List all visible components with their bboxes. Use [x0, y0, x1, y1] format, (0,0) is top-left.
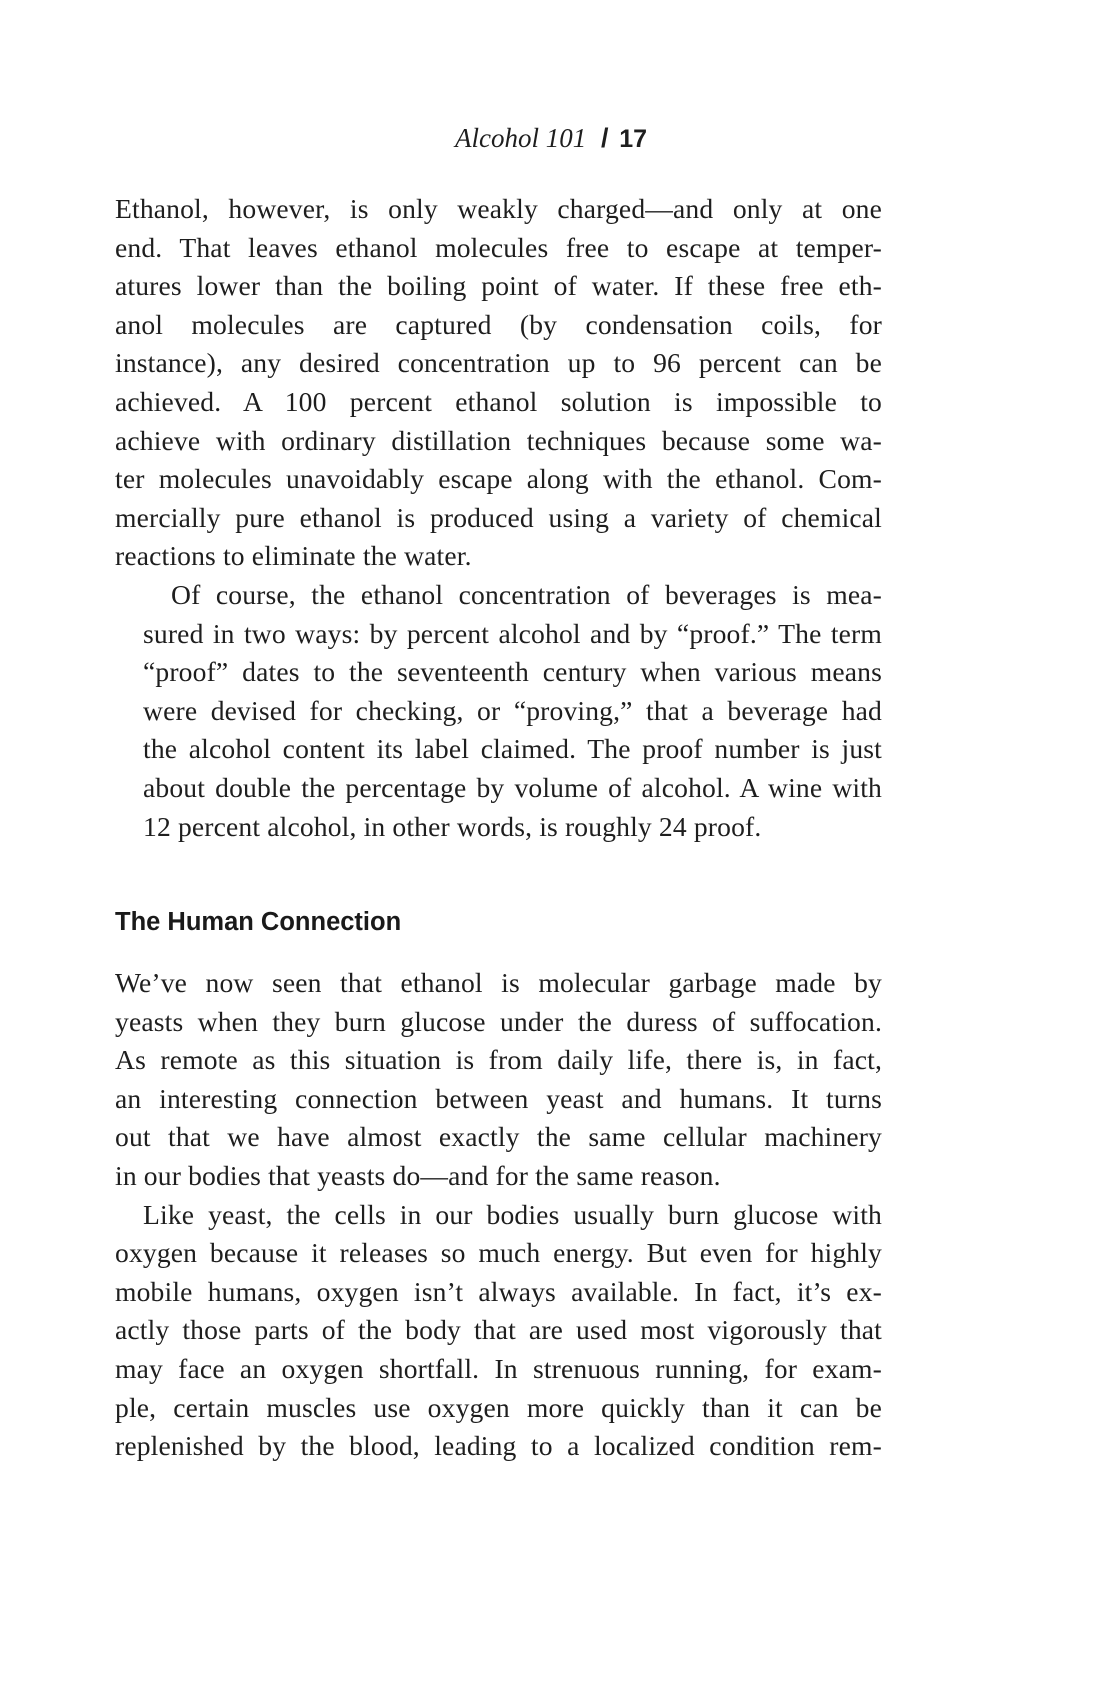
text-line: ter molecules unavoidably escape along with the ethanol. Com- [115, 463, 882, 495]
paragraph-ethanol-distillation [115, 190, 882, 576]
text-line: about double the percentage by volume of alcohol. A wine with [143, 771, 882, 803]
running-head [0, 122, 1102, 155]
text-line: instance), any desired concentration up to 96 percent can be [115, 347, 882, 379]
text-line: the alcohol content its label claimed. The proof number is just [143, 733, 882, 765]
text-line: in our bodies that yeasts do—and for the same reason. [115, 1159, 721, 1191]
text-line: actly those parts of the body that are used most vigorously that [115, 1314, 882, 1346]
text-line: an interesting connection between yeast and humans. It turns [115, 1082, 882, 1114]
page-number: 17 [619, 125, 648, 153]
text-line: Ethanol, however, is only weakly charged—and only at one [115, 193, 882, 224]
running-head-title: Alcohol 101 [454, 123, 587, 153]
text-line: As remote as this situation is from daily life, there is, in fact, [115, 1044, 882, 1076]
text-line: Like yeast, the cells in our bodies usually burn glucose with [143, 1198, 882, 1230]
body-text-section-1 [115, 190, 882, 846]
text-line: anol molecules are captured (by condensation coils, for [115, 308, 882, 340]
paragraph-human-connection [115, 964, 882, 1196]
text-line: replenished by the blood, leading to a localized condition rem- [115, 1430, 882, 1462]
text-line: achieved. A 100 percent ethanol solution is impossible to [115, 385, 882, 417]
text-line: yeasts when they burn glucose under the duress of suffocation. [115, 1005, 882, 1037]
body-text-section-2 [115, 964, 882, 1466]
running-head-separator: / [600, 123, 609, 153]
text-line: oxygen because it releases so much energy. But even for highly [115, 1237, 882, 1269]
text-line: sured in two ways: by percent alcohol and by “proof.” The term [143, 617, 882, 649]
text-line: “proof” dates to the seventeenth century when various means [143, 656, 882, 688]
text-line: may face an oxygen shortfall. In strenuous running, for exam- [115, 1352, 882, 1384]
section-heading: The Human Connection [115, 908, 402, 936]
text-line: Of course, the ethanol concentration of beverages is mea- [171, 578, 882, 610]
text-line: mobile humans, oxygen isn’t always available. In fact, it’s ex- [115, 1275, 882, 1307]
text-line: 12 percent alcohol, in other words, is roughly 24 proof. [143, 810, 762, 842]
text-line: We’ve now seen that ethanol is molecular garbage made by [115, 967, 882, 998]
text-line: achieve with ordinary distillation techniques because some wa- [115, 424, 882, 456]
text-line: ple, certain muscles use oxygen more quickly than it can be [115, 1391, 882, 1423]
text-line: reactions to eliminate the water. [115, 540, 472, 572]
text-line: were devised for checking, or “proving,” that a beverage had [143, 694, 882, 726]
text-line: end. That leaves ethanol molecules free to escape at temper- [115, 231, 882, 263]
paragraph-proof [115, 576, 882, 846]
paragraph-oxygen-shortfall [115, 1196, 882, 1466]
text-line: mercially pure ethanol is produced using a variety of chemical [115, 501, 882, 533]
text-line: atures lower than the boiling point of water. If these free eth- [115, 270, 882, 302]
text-line: out that we have almost exactly the same cellular machinery [115, 1121, 882, 1153]
